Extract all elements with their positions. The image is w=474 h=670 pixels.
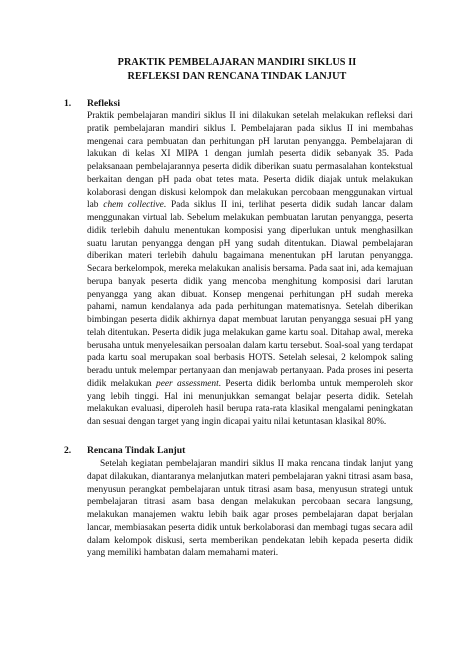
- section-heading-text: Refleksi: [87, 98, 121, 109]
- document-title: [0, 56, 474, 84]
- paragraph-text: . Peserta didik berlomba untuk memperoleh skor yang lebih tinggi. Hal ini menunjukkan semangat belajar peserta didik. Setelah melakukan evaluasi, diperoleh hasil berupa rata-rata klasikal mengalami peningkatan dan sesuai dengan target yang ingin dicapai yaitu nilai ketuntasan klasikal 80%.: [87, 378, 413, 427]
- section-heading-text: Rencana Tindak Lanjut: [87, 445, 186, 456]
- section-number: 1.: [64, 98, 72, 109]
- section-number: 2.: [64, 445, 72, 456]
- section-paragraph: [87, 110, 413, 429]
- section-paragraph: Setelah kegiatan pembelajaran mandiri siklus II maka rencana tindak lanjut yang dapat dilakukan, diantaranya melanjutkan materi pembelajaran yakni titrasi asam basa, menyusun perangkat pembelajaran untuk titrasi asam basa, menyusun strategi untuk pembelajaran titrasi asam basa dengan melakukan percobaan secara langsung, melakukan manajemen waktu lebih baik agar proses pembelajaran dapat berjalan lancar, membiasakan peserta didik untuk berkolaborasi dan membagi tugas secara adil dalam kelompok diskusi, serta memberikan pendekatan lebih kepada peserta didik yang memiliki hambatan dalam memahami materi.: [87, 459, 413, 559]
- italic-term-chem-collective: chem collective: [103, 200, 164, 211]
- title-line-1: PRAKTIK PEMBELAJARAN MANDIRI SIKLUS II: [117, 57, 357, 68]
- italic-term-peer-assessment: peer assessment: [156, 378, 219, 389]
- paragraph-text: . Pada siklus II ini, terlihat peserta didik sudah lancar dalam menggunakan virtual lab. Sebelum melakukan pembuatan larutan penyangga, peserta didik terlebih dahulu menentukan komposisi yang diperlukan untuk menghasilkan suatu larutan penyangga dengan pH yang sudah ditentukan. Diawal pembelajaran diberikan materi terlebih dahulu bagaimana menentukan pH larutan penyangga. Secara berkelompok, mereka melakukan analisis bersama. Pada saat ini, ada kemajuan berupa banyak peserta didik yang mencoba menghitung komposisi dari larutan penyangga yang akan dibuat. Konsep mengenai perhitungan pH sudah mereka pahami, namun kendalanya ada pada perhitungan matematisnya. Setelah diberikan bimbingan peserta didik akhirnya dapat membuat larutan penyangga sesuai pH yang telah ditentukan. Peserta didik juga melakukan game kartu soal. Ditahap awal, mereka berusaha untuk menyelesaikan persoalan dalam kartu tersebut. Soal-soal yang terdapat pada kartu soal merupakan soal berbasis HOTS. Setelah selesai, 2 kelompok saling beradu untuk melempar pertanyaan dan menjawab pertanyaan. Pada proses ini peserta didik melakukan: [87, 200, 413, 389]
- section-refleksi: [61, 97, 413, 438]
- section-heading: [64, 97, 413, 110]
- section-heading: [64, 444, 413, 457]
- section-rencana-tindak-lanjut: [61, 444, 413, 569]
- title-line-2: REFLEKSI DAN RENCANA TINDAK LANJUT: [127, 71, 347, 82]
- paragraph-text: Praktik pembelajaran mandiri siklus II ini dilakukan setelah melakukan refleksi dari pratik pembelajaran mandiri siklus I. Pembelajaran pada siklus II ini membahas mengenai cara pembuatan dan perhitungan pH larutan penyangga. Pembelajaran di lakukan di kelas XI MIPA 1 dengan jumlah peserta didik sebanyak 35. Pada pelaksanaan pembelajarannya peserta didik diberikan suatu permasalahan kontekstual berkaitan dengan pH pada obat tetes mata. Peserta didik diajak untuk melakukan kolaborasi dengan diskusi kelompok dan melakukan percobaan menggunakan virtual lab: [87, 111, 413, 211]
